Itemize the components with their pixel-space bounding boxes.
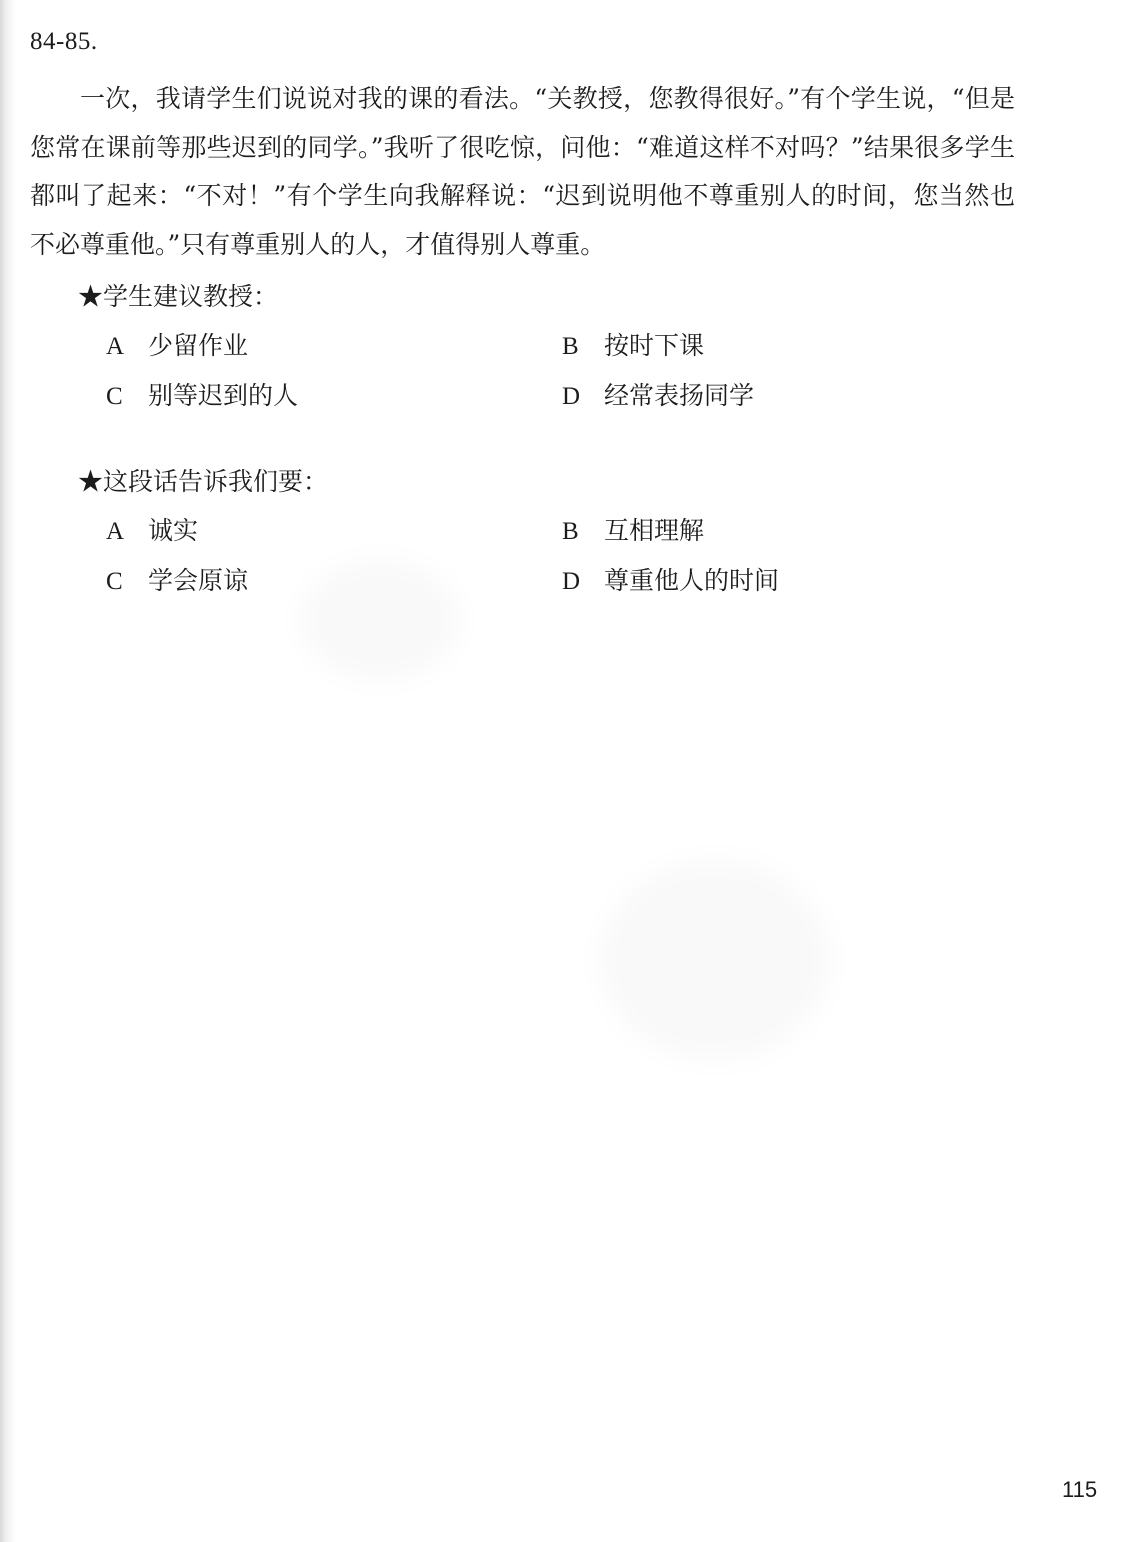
option-text: 互相理解 — [604, 516, 705, 545]
question-prompt: ★这段话告诉我们要： — [78, 467, 329, 496]
option-letter: C — [106, 383, 123, 410]
option-letter: D — [562, 383, 581, 410]
option-letter: B — [562, 518, 579, 545]
option-d — [562, 566, 779, 597]
option-text: 别等迟到的人 — [148, 381, 299, 410]
option-letter: A — [106, 518, 125, 545]
option-c — [106, 566, 248, 597]
option-letter: C — [106, 568, 123, 595]
question-number: 84-85. — [30, 28, 98, 55]
question-prompt: ★学生建议教授： — [78, 282, 279, 311]
option-b — [562, 516, 704, 547]
option-letter: B — [562, 333, 579, 360]
page-number: 115 — [1062, 1477, 1098, 1502]
option-letter: A — [106, 333, 125, 360]
option-a — [106, 331, 248, 362]
option-a — [106, 516, 198, 547]
option-text: 学会原谅 — [148, 566, 249, 595]
reading-passage: 一次，我请学生们说说对我的课的看法。“关教授，您教得很好。”有个学生说，“但是您常在课前等那些迟到的同学。”我听了很吃惊，问他：“难道这样不对吗？”结果很多学生都叫了起来：“不对！”有个学生向我解释说：“迟到说明他不尊重别人的时间，您当然也不必尊重他。”只有尊重别人的人，才值得别人尊重。 — [30, 84, 1015, 259]
option-text: 按时下课 — [604, 331, 705, 360]
show-through-smudge — [300, 560, 460, 680]
option-c — [106, 381, 298, 412]
option-text: 诚实 — [148, 516, 199, 545]
option-text: 经常表扬同学 — [604, 381, 755, 410]
show-through-smudge — [600, 860, 830, 1060]
option-d — [562, 381, 754, 412]
option-text: 尊重他人的时间 — [604, 566, 780, 595]
option-letter: D — [562, 568, 581, 595]
option-b — [562, 331, 704, 362]
option-text: 少留作业 — [148, 331, 249, 360]
